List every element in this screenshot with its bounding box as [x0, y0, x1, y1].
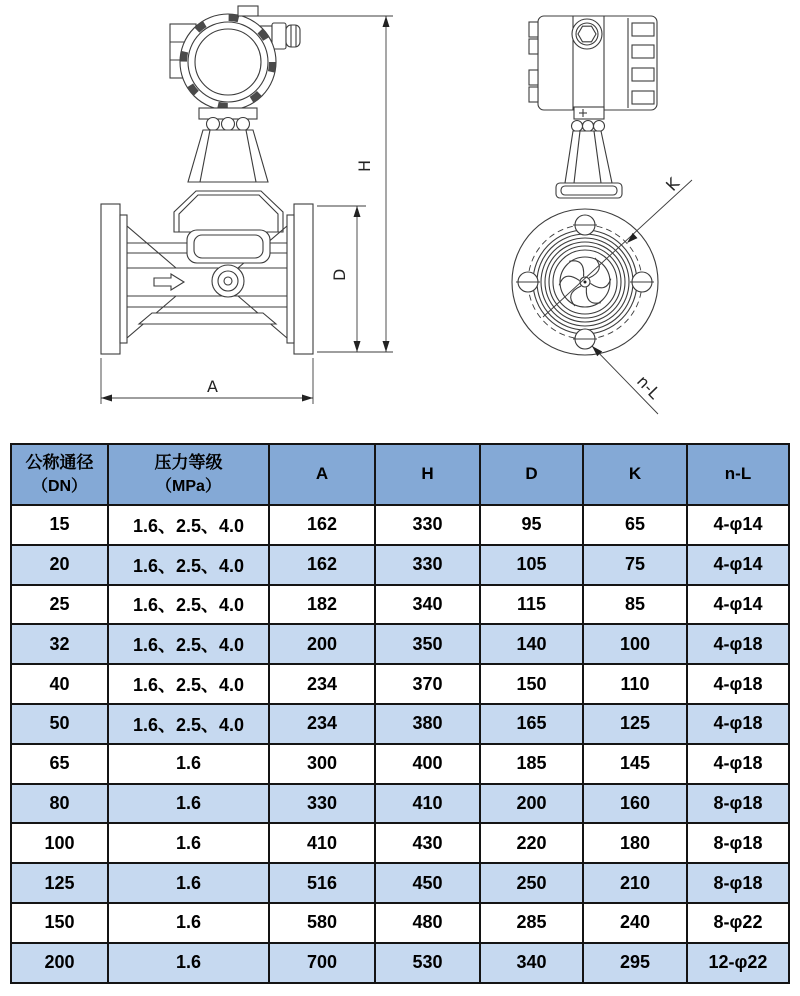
table-cell: 400 — [375, 744, 480, 784]
table-cell: 150 — [11, 903, 108, 943]
table-cell: 580 — [269, 903, 375, 943]
table-row — [11, 585, 789, 625]
table-cell: 210 — [583, 863, 687, 903]
table-cell: 350 — [375, 624, 480, 664]
table-cell: 100 — [11, 823, 108, 863]
table-cell: 100 — [583, 624, 687, 664]
table-cell: 340 — [375, 585, 480, 625]
table-cell: 1.6、2.5、4.0 — [108, 505, 269, 545]
table-cell: 410 — [269, 823, 375, 863]
table-cell: 340 — [480, 943, 583, 983]
table-cell: 160 — [583, 784, 687, 824]
table-cell: 162 — [269, 545, 375, 585]
table-cell: 480 — [375, 903, 480, 943]
table-cell: 250 — [480, 863, 583, 903]
col-header-dn: 公称通径 （DN） — [11, 444, 108, 505]
table-row — [11, 545, 789, 585]
side-view-drawing — [512, 16, 658, 355]
col-header-a: A — [269, 444, 375, 505]
table-cell: 330 — [375, 505, 480, 545]
col-header-d: D — [480, 444, 583, 505]
table-cell: 75 — [583, 545, 687, 585]
table-cell: 1.6、2.5、4.0 — [108, 664, 269, 704]
table-cell: 165 — [480, 704, 583, 744]
table-cell: 700 — [269, 943, 375, 983]
dim-label-k: K — [662, 174, 684, 195]
dimension-table — [10, 443, 790, 984]
table-cell: 180 — [583, 823, 687, 863]
table-cell: 1.6、2.5、4.0 — [108, 704, 269, 744]
col-header-nl: n-L — [687, 444, 789, 505]
dim-label-d: D — [330, 268, 349, 281]
table-cell: 85 — [583, 585, 687, 625]
table-cell: 410 — [375, 784, 480, 824]
table-cell: 65 — [11, 744, 108, 784]
table-header-row — [11, 444, 789, 505]
table-cell: 8-φ22 — [687, 903, 789, 943]
table-cell: 140 — [480, 624, 583, 664]
table-cell: 125 — [583, 704, 687, 744]
table-cell: 182 — [269, 585, 375, 625]
table-cell: 162 — [269, 505, 375, 545]
table-cell: 200 — [269, 624, 375, 664]
table-row — [11, 784, 789, 824]
table-cell: 240 — [583, 903, 687, 943]
table-cell: 300 — [269, 744, 375, 784]
table-cell: 1.6 — [108, 943, 269, 983]
table-cell: 1.6、2.5、4.0 — [108, 545, 269, 585]
table-cell: 530 — [375, 943, 480, 983]
table-row — [11, 903, 789, 943]
table-cell: 65 — [583, 505, 687, 545]
front-view-drawing — [101, 6, 313, 354]
table-cell: 1.6、2.5、4.0 — [108, 624, 269, 664]
col-header-h: H — [375, 444, 480, 505]
table-cell: 32 — [11, 624, 108, 664]
table-cell: 115 — [480, 585, 583, 625]
table-cell: 200 — [11, 943, 108, 983]
table-cell: 40 — [11, 664, 108, 704]
table-row — [11, 943, 789, 983]
table-cell: 380 — [375, 704, 480, 744]
table-cell: 4-φ18 — [687, 704, 789, 744]
table-cell: 4-φ18 — [687, 744, 789, 784]
table-cell: 125 — [11, 863, 108, 903]
table-cell: 430 — [375, 823, 480, 863]
table-row — [11, 744, 789, 784]
table-cell: 220 — [480, 823, 583, 863]
table-cell: 4-φ18 — [687, 624, 789, 664]
table-cell: 20 — [11, 545, 108, 585]
table-cell: 295 — [583, 943, 687, 983]
dim-label-a: A — [207, 377, 218, 396]
col-header-pressure: 压力等级 （MPa） — [108, 444, 269, 505]
table-row — [11, 823, 789, 863]
table-cell: 15 — [11, 505, 108, 545]
technical-drawings — [0, 0, 800, 443]
table-cell: 1.6 — [108, 784, 269, 824]
table-cell: 1.6、2.5、4.0 — [108, 585, 269, 625]
dim-label-h: H — [355, 159, 374, 172]
table-cell: 145 — [583, 744, 687, 784]
table-row — [11, 624, 789, 664]
table-cell: 285 — [480, 903, 583, 943]
table-cell: 185 — [480, 744, 583, 784]
table-cell: 150 — [480, 664, 583, 704]
table-cell: 4-φ18 — [687, 664, 789, 704]
table-cell: 12-φ22 — [687, 943, 789, 983]
table-cell: 1.6 — [108, 744, 269, 784]
table-cell: 4-φ14 — [687, 505, 789, 545]
table-cell: 8-φ18 — [687, 784, 789, 824]
table-cell: 330 — [269, 784, 375, 824]
table-cell: 95 — [480, 505, 583, 545]
table-cell: 50 — [11, 704, 108, 744]
table-cell: 1.6 — [108, 903, 269, 943]
flow-arrow-icon — [154, 274, 184, 290]
dim-label-nl: n-L — [633, 371, 665, 403]
table-cell: 1.6 — [108, 823, 269, 863]
table-cell: 8-φ18 — [687, 823, 789, 863]
table-cell: 234 — [269, 664, 375, 704]
table-cell: 1.6 — [108, 863, 269, 903]
table-cell: 110 — [583, 664, 687, 704]
table-row — [11, 863, 789, 903]
table-row — [11, 505, 789, 545]
table-cell: 200 — [480, 784, 583, 824]
table-cell: 370 — [375, 664, 480, 704]
table-cell: 25 — [11, 585, 108, 625]
table-cell: 105 — [480, 545, 583, 585]
table-cell: 80 — [11, 784, 108, 824]
table-cell: 4-φ14 — [687, 545, 789, 585]
col-header-k: K — [583, 444, 687, 505]
table-cell: 4-φ14 — [687, 585, 789, 625]
table-row — [11, 704, 789, 744]
table-cell: 234 — [269, 704, 375, 744]
table-cell: 450 — [375, 863, 480, 903]
table-cell: 330 — [375, 545, 480, 585]
table-cell: 8-φ18 — [687, 863, 789, 903]
table-cell: 516 — [269, 863, 375, 903]
table-row — [11, 664, 789, 704]
